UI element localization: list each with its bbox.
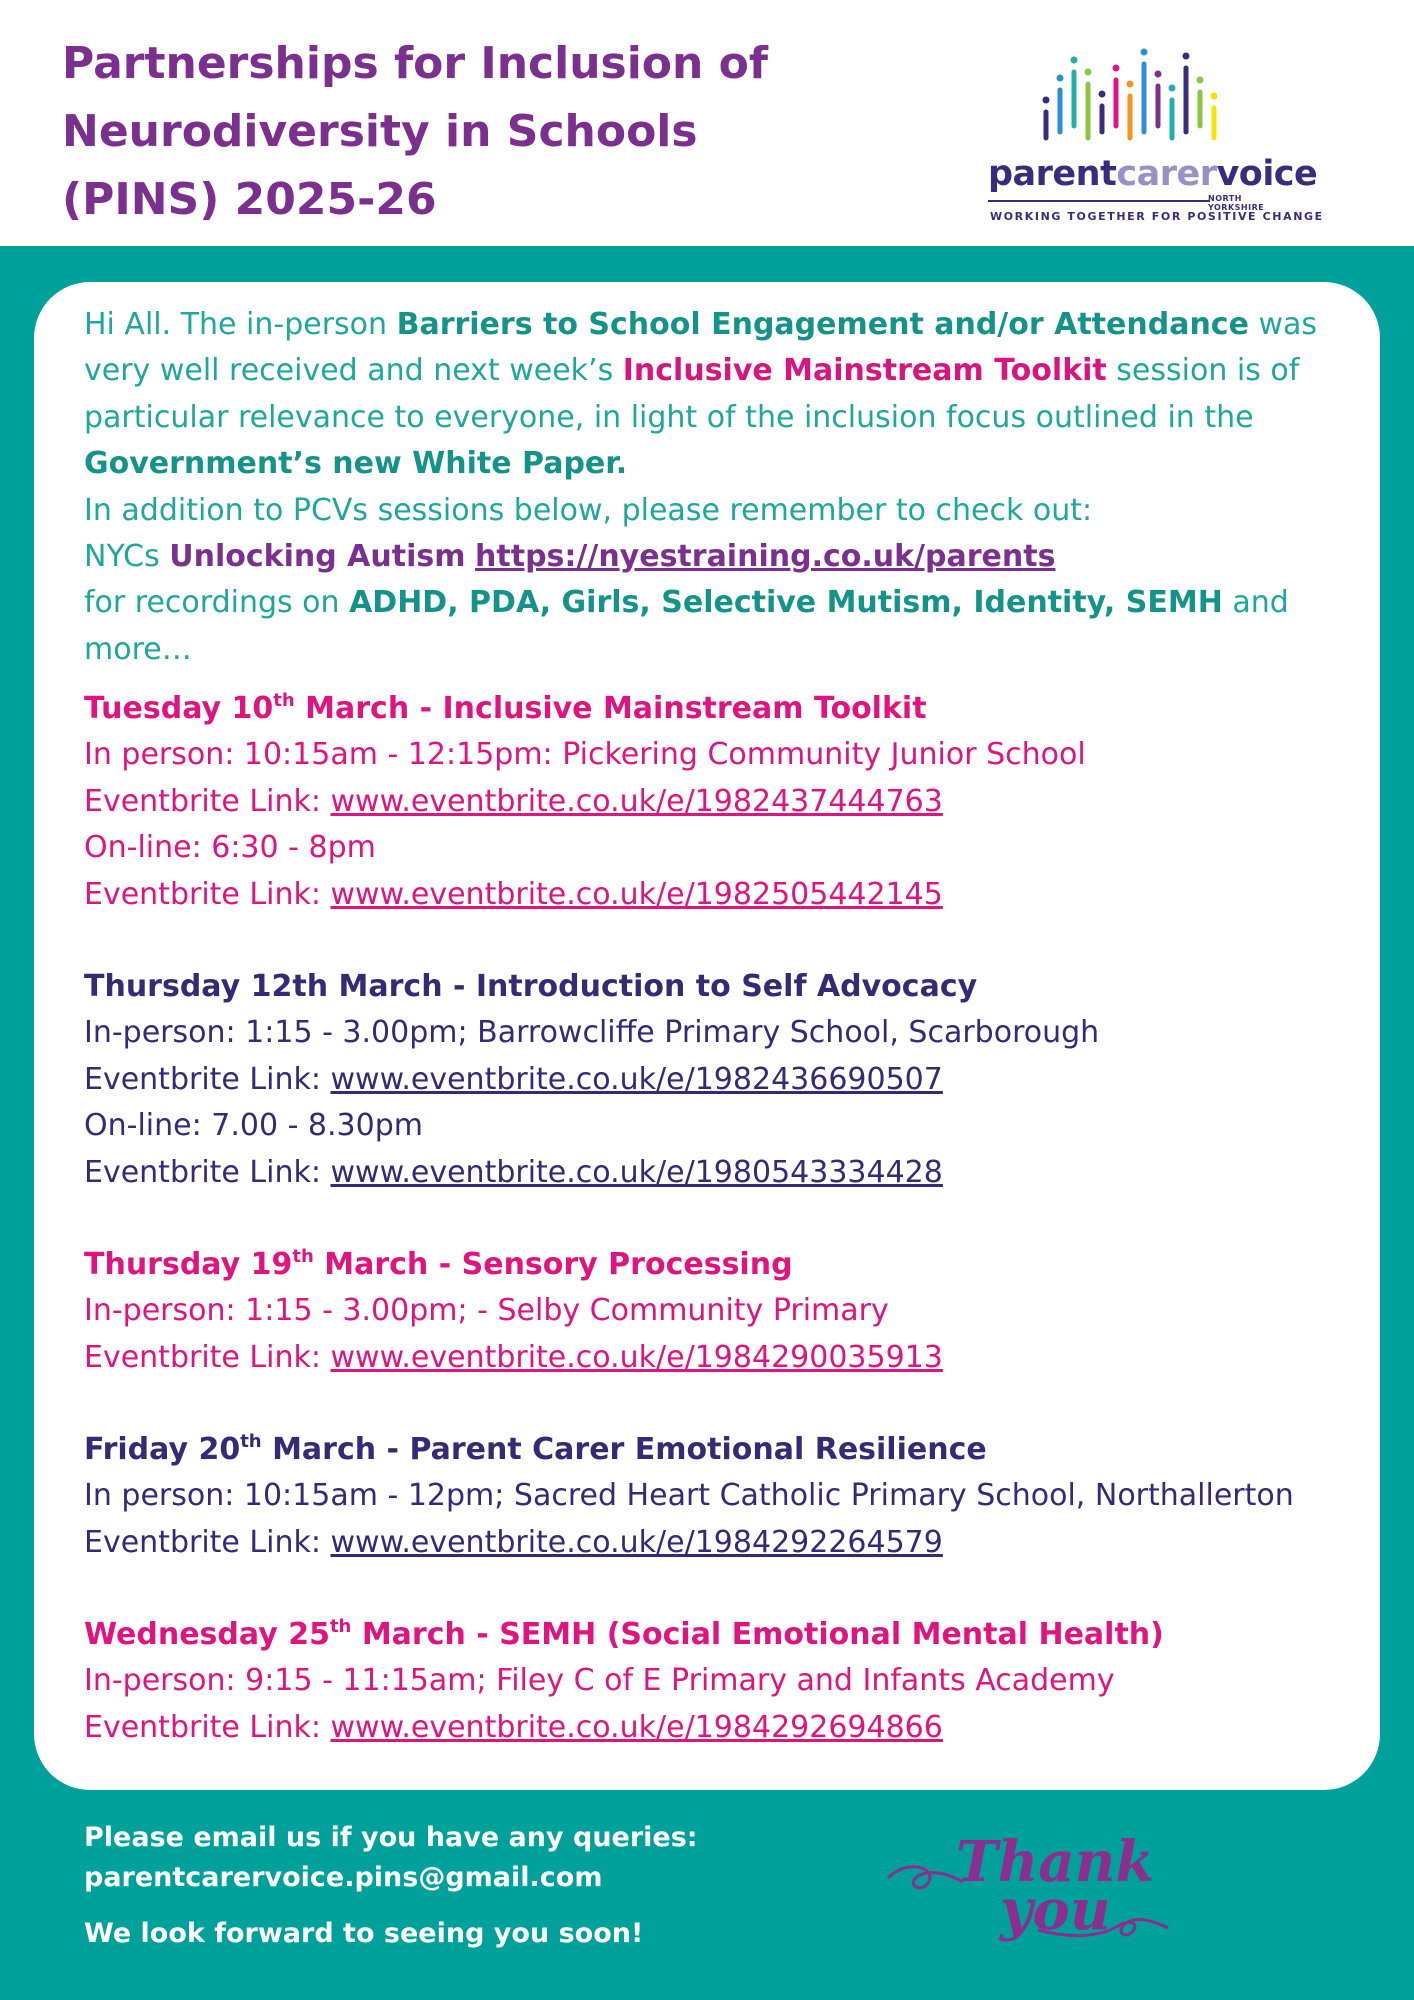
thanks-word-1: Thank [956, 1829, 1155, 1895]
intro-text: was very well received and next week’s [84, 307, 1318, 389]
page-title [62, 30, 782, 234]
event-block [84, 686, 1364, 918]
footer-queries: Please email us if you have any queries: [84, 1822, 698, 1853]
logo-divider [988, 200, 1210, 202]
logo-dot [1071, 57, 1078, 64]
title-line-2: Neurodiversity in Schools [62, 106, 698, 157]
thank-you-graphic [878, 1829, 1178, 1958]
event-detail: In person: 10:15am - 12:15pm: Pickering Community Junior School [84, 737, 1086, 773]
nyes-training-link[interactable]: https://nyestraining.co.uk/parents [475, 539, 1056, 575]
event-block [84, 1427, 1364, 1566]
logo-dot [1155, 71, 1162, 78]
contact-email[interactable]: parentcarervoice.pins@gmail.com [84, 1862, 603, 1893]
event-link-line: Eventbrite Link: www.eventbrite.co.uk/e/1982437444763 [84, 783, 943, 819]
logo-wordmark [988, 154, 1318, 194]
eventbrite-link[interactable]: www.eventbrite.co.uk/e/1980543334428 [330, 1154, 943, 1190]
event-link-line: Eventbrite Link: www.eventbrite.co.uk/e/1980543334428 [84, 1154, 943, 1190]
logo-dot [1113, 65, 1120, 72]
thank-you-text [956, 1829, 1155, 1943]
logo-dot [1141, 49, 1148, 56]
logo-dot [1085, 69, 1092, 76]
intro-white-paper: Government’s new White Paper. [84, 446, 628, 482]
event-detail: On-line: 6:30 - 8pm [84, 830, 376, 866]
intro-text: and more… [84, 585, 1289, 667]
event-link-line: Eventbrite Link: www.eventbrite.co.uk/e/1984292264579 [84, 1524, 943, 1560]
event-detail: In-person: 1:15 - 3.00pm; Barrowcliffe Primary School, Scarborough [84, 1015, 1100, 1051]
logo-dot [1183, 53, 1190, 60]
event-block [84, 1242, 1364, 1381]
logo-word-carer: carer [1116, 154, 1217, 194]
intro-paragraph [84, 302, 1344, 673]
eventbrite-link[interactable]: www.eventbrite.co.uk/e/1984292264579 [330, 1524, 943, 1560]
event-heading: Thursday 19th March - Sensory Processing [84, 1246, 793, 1282]
event-heading: Tuesday 10th March - Inclusive Mainstream Toolkit [84, 690, 927, 726]
logo-dot [1169, 85, 1176, 92]
intro-topics: ADHD, PDA, Girls, Selective Mutism, Identity, SEMH [349, 585, 1223, 621]
logo-dot [1043, 97, 1050, 104]
event-heading: Wednesday 25th March - SEMH (Social Emotional Mental Health) [84, 1616, 1164, 1652]
event-link-line: Eventbrite Link: www.eventbrite.co.uk/e/1982436690507 [84, 1061, 943, 1097]
logo-word-parent: parent [988, 154, 1117, 194]
eventbrite-link[interactable]: www.eventbrite.co.uk/e/1984292694866 [330, 1709, 943, 1745]
event-detail: In-person: 9:15 - 11:15am; Filey C of E Primary and Infants Academy [84, 1663, 1115, 1699]
footer-sign-off: We look forward to seeing you soon! [84, 1918, 644, 1949]
event-detail: On-line: 7.00 - 8.30pm [84, 1108, 423, 1144]
intro-toolkit: Inclusive Mainstream Toolkit [622, 353, 1107, 389]
event-link-line: Eventbrite Link: www.eventbrite.co.uk/e/1982505442145 [84, 876, 943, 912]
intro-text: for recordings on [84, 585, 350, 621]
logo-region: NORTH YORKSHIRE [1208, 194, 1265, 212]
event-link-line: Eventbrite Link: www.eventbrite.co.uk/e/1984292694866 [84, 1709, 943, 1745]
eventbrite-link[interactable]: www.eventbrite.co.uk/e/1982436690507 [330, 1061, 943, 1097]
event-block [84, 964, 1364, 1196]
intro-barriers: Barriers to School Engagement and/or Attendance [396, 307, 1249, 342]
event-block [84, 1612, 1364, 1751]
event-heading: Friday 20th March - Parent Carer Emotional Resilience [84, 1431, 987, 1467]
logo-bars-icon [1040, 26, 1240, 146]
logo-dot [1211, 93, 1218, 100]
logo-dot [1197, 77, 1204, 84]
intro-unlocking-autism: Unlocking Autism [169, 539, 466, 575]
event-heading: Thursday 12th March - Introduction to Self Advocacy [84, 969, 978, 1004]
parentcarervoice-logo [988, 24, 1324, 230]
logo-word-voice: voice [1216, 154, 1318, 194]
title-line-3: (PINS) 2025-26 [62, 174, 437, 225]
eventbrite-link[interactable]: www.eventbrite.co.uk/e/1984290035913 [330, 1339, 943, 1375]
intro-text: NYCs [84, 539, 170, 575]
intro-checkout: In addition to PCVs sessions below, please remember to check out: [84, 492, 1093, 528]
title-line-1: Partnerships for Inclusion of [62, 38, 769, 89]
content-card [34, 282, 1380, 1790]
page-header [0, 0, 1414, 246]
intro-text: Hi All. The in-person [84, 307, 397, 342]
event-detail: In-person: 1:15 - 3.00pm; - Selby Community Primary [84, 1293, 889, 1329]
eventbrite-link[interactable]: www.eventbrite.co.uk/e/1982437444763 [330, 783, 943, 819]
logo-dot [1127, 81, 1134, 88]
logo-tagline: WORKING TOGETHER FOR POSITIVE CHANGE [990, 210, 1324, 223]
eventbrite-link[interactable]: www.eventbrite.co.uk/e/1982505442145 [330, 876, 943, 912]
event-detail: In person: 10:15am - 12pm; Sacred Heart Catholic Primary School, Northallerton [84, 1478, 1294, 1514]
thanks-word-2: you [1000, 1877, 1111, 1943]
logo-dot [1099, 91, 1106, 98]
event-link-line: Eventbrite Link: www.eventbrite.co.uk/e/1984290035913 [84, 1339, 943, 1375]
logo-dot [1057, 75, 1064, 82]
intro-text: session is of particular relevance to everyone, in light of the inclusion focus outlined in the [84, 353, 1300, 435]
